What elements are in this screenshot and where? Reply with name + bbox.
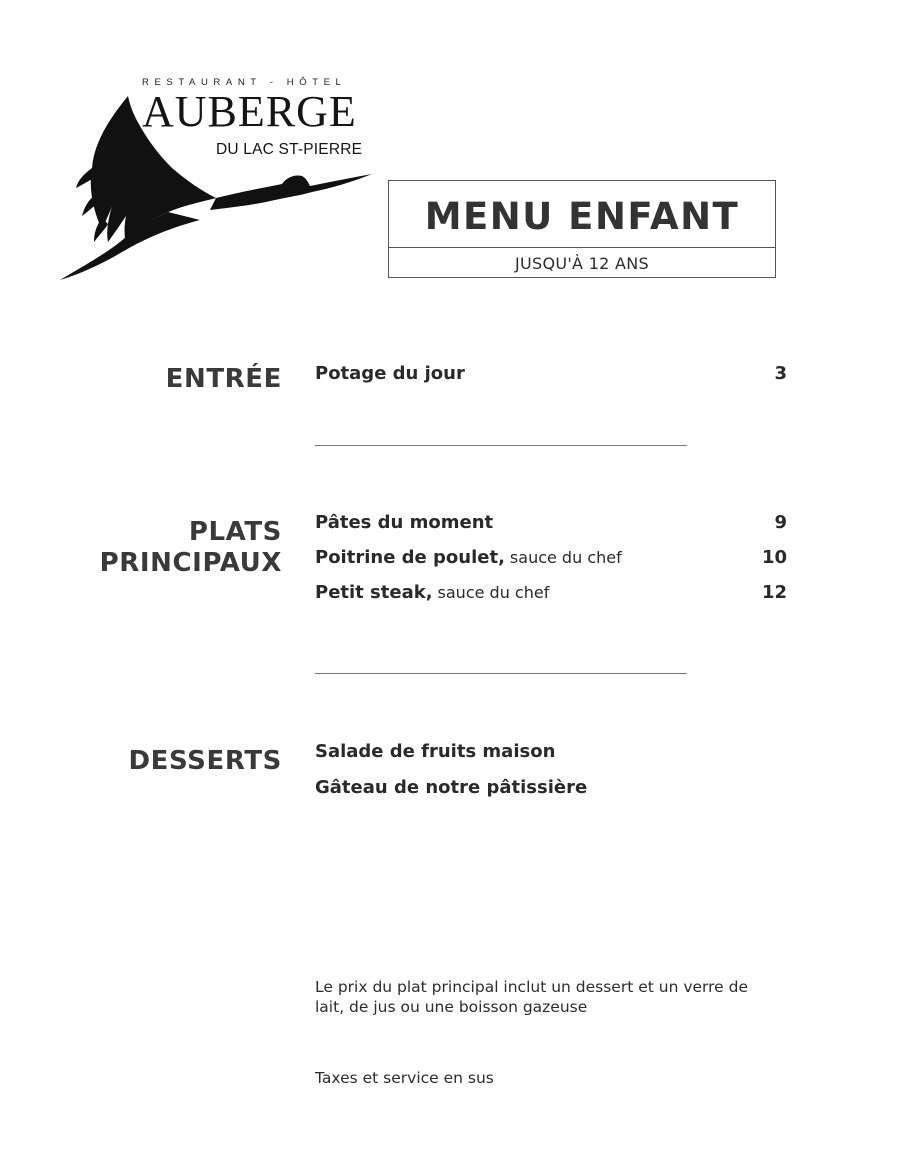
menu-item (315, 547, 787, 575)
section-heading-line: DESSERTS (128, 746, 282, 776)
logo-subtitle: DU LAC ST-PIERRE (216, 141, 363, 158)
note-taxes: Taxes et service en sus (315, 1069, 494, 1087)
section-heading-entree (166, 364, 282, 395)
item-price: 12 (761, 582, 787, 603)
item-price: 9 (774, 512, 787, 533)
note-included: Le prix du plat principal inclut un dessert et un verre de lait, de jus ou une boisson gazeuse (315, 978, 749, 1016)
menu-item (315, 363, 787, 391)
item-name: Pâtes du moment (315, 512, 494, 533)
section-divider (315, 445, 687, 446)
item-name: Poitrine de poulet, (315, 547, 505, 568)
item-description: sauce du chef (509, 548, 622, 567)
menu-title-box (388, 180, 776, 278)
menu-item (315, 777, 787, 805)
item-price: 3 (774, 363, 787, 384)
item-name: Gâteau de notre pâtissière (315, 777, 588, 798)
section-heading-desserts (128, 746, 282, 777)
logo-name: AUBERGE (142, 87, 357, 136)
menu-item (315, 582, 787, 610)
item-price: 10 (761, 547, 787, 568)
item-name: Petit steak, (315, 582, 433, 603)
logo-tagline: RESTAURANT - HÔTEL (142, 77, 347, 88)
item-name: Potage du jour (315, 363, 465, 384)
title-divider (389, 247, 775, 248)
menu-item (315, 512, 787, 540)
item-description: sauce du chef (437, 583, 550, 602)
item-name: Salade de fruits maison (315, 741, 556, 762)
page-title: MENU ENFANT (424, 195, 740, 238)
menu-item (315, 741, 787, 769)
logo (50, 70, 390, 290)
section-heading-plats-principaux (100, 517, 282, 579)
section-divider (315, 673, 687, 674)
section-heading-line: ENTRÉE (165, 364, 282, 394)
page-subtitle: JUSQU'À 12 ANS (514, 254, 650, 273)
section-heading-line: PRINCIPAUX (99, 548, 282, 578)
section-heading-line: PLATS (188, 517, 282, 547)
